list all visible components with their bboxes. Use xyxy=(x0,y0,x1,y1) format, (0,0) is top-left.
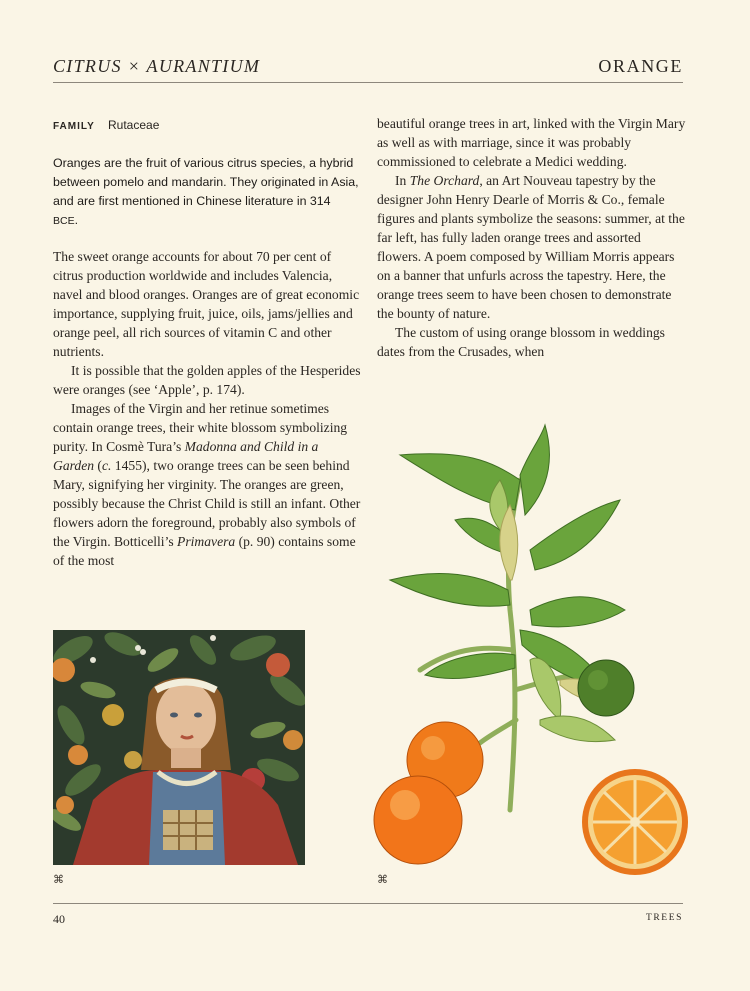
body-paragraph xyxy=(53,399,361,570)
text-run: beautiful orange trees in art, linked with the Virgin Mary as well as with marriage, since it was probably commissioned to celebrate a Medici wedding. xyxy=(377,116,686,169)
text-run: The sweet orange accounts for about 70 per cent of citrus production worldwide and includes Valencia, navel and blood oranges. Oranges are of great economic importance, supplying fruit, juice, oils, jams/jellies and orange peel, all rich sources of vitamin C and other nutrients. xyxy=(53,249,360,359)
common-name: ORANGE xyxy=(598,56,683,76)
text-run: (p. 90) contains some of the most xyxy=(53,534,356,568)
text-run: The custom of using orange blossom in weddings dates from the Crusades, when xyxy=(377,325,665,359)
text-run: It is possible that the golden apples of the Hesperides were oranges (see ‘Apple’, p. 174). xyxy=(53,363,361,397)
family-value: Rutaceae xyxy=(108,118,160,132)
section-name: TREES xyxy=(645,913,683,923)
italic-title: c. xyxy=(101,458,112,473)
text-run: . xyxy=(74,213,79,227)
body-paragraph xyxy=(377,114,687,171)
page-number: 40 xyxy=(53,912,65,926)
family-line xyxy=(53,117,159,133)
text-run: ( xyxy=(94,458,102,473)
tapestry-illustration xyxy=(53,630,305,865)
page-footer xyxy=(53,903,683,926)
text-run: In xyxy=(395,173,410,188)
scientific-name: CITRUS × AURANTIUM xyxy=(53,56,261,76)
italic-title: Primavera xyxy=(177,534,236,549)
family-label: FAMILY xyxy=(53,121,95,132)
intro-paragraph xyxy=(53,154,359,231)
text-run: 1455), two orange trees can be seen behind Mary, signifying her virginity. The oranges are green, possibly because the Christ Child is still an infant. Other flowers adorn the foreground, probably also symbols of the Virgin. Botticelli’s xyxy=(53,458,361,549)
text-run: Images of the Virgin and her retinue sometimes contain orange trees, their white blossom symbolizing purity. In Cosmè Tura’s xyxy=(53,401,348,454)
body-paragraph xyxy=(53,361,361,399)
tapestry-image xyxy=(53,630,305,865)
text-run: , an Art Nouveau tapestry by the designer John Henry Dearle of Morris & Co., female figures and plants symbolize the seasons: summer, at the far left, has fully laden orange trees and assorted flowers. A poem composed by William Morris appears on a banner that unfurls across the tapestry. Here, the orange trees seem to have been chosen to demonstrate the bounty of nature. xyxy=(377,173,685,321)
italic-title: Madonna and Child in a Garden xyxy=(53,439,319,473)
text-run: Oranges are the fruit of various citrus species, a hybrid between pomelo and mandarin. They originated in Asia, and are first mentioned in Chinese literature in 314 xyxy=(53,156,359,208)
orange-botanical-image xyxy=(370,420,700,880)
figure-mark-left: ⌘ xyxy=(53,874,64,886)
body-paragraph xyxy=(377,323,687,361)
figure-mark-right: ⌘ xyxy=(377,874,388,886)
column-right xyxy=(377,114,687,361)
italic-title: The Orchard xyxy=(409,173,480,188)
body-paragraph xyxy=(53,247,361,361)
text-run: BCE xyxy=(53,215,75,227)
body-paragraph xyxy=(377,171,687,323)
page-header xyxy=(53,56,683,83)
orange-branch-illustration xyxy=(370,420,700,880)
column-left xyxy=(53,247,361,570)
